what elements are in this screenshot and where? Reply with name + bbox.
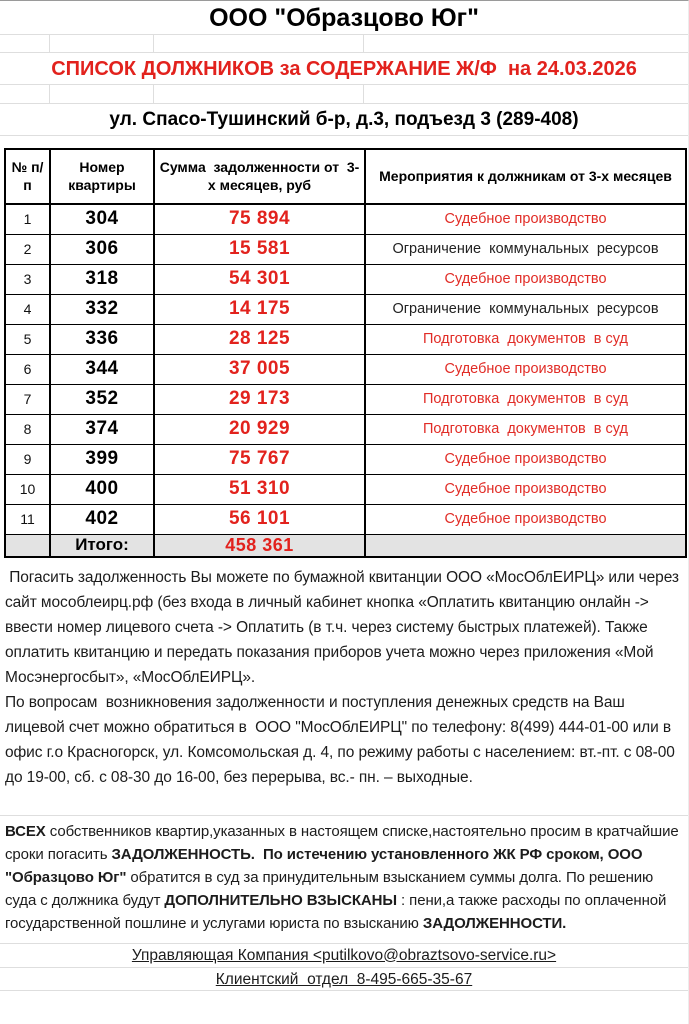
warning-segment [255,846,263,863]
row-number-cell: 5 [5,324,50,354]
payment-info-paragraph: Погасить задолженность Вы можете по бумажной квитанции ООО «МосОблЕИРЦ» или через сайт мособлеирц.рф (без входа в личный кабинет кнопка «Оплатить квитанцию онлайн -> ввести номер лицевого счета -> Оплатить (в т.ч. через систему быстрых платежей). Также оплатить квитанцию и передать показания приборов учета можно через приложения «Мой Мосэнергосбыт», «МосОблЕИРЦ». [5,568,684,686]
amount-cell: 75 894 [154,204,365,234]
measure-cell: Судебное производство [365,504,686,534]
debtors-list-title: СПИСОК ДОЛЖНИКОВ за СОДЕРЖАНИЕ Ж/Ф на 24.03.2026 [0,53,688,85]
row-number-cell: 7 [5,384,50,414]
measure-cell: Ограничение коммунальных ресурсов [365,234,686,264]
footer-company-text: Управляющая Компания <putilkovo@obraztsovo-service.ru> [131,946,557,964]
apartment-cell: 352 [50,384,154,414]
address-line: ул. Спасо-Тушинский б-р, д.3, подъезд 3 (289-408) [0,104,688,136]
measure-cell: Судебное производство [365,354,686,384]
table-row [5,264,686,294]
measure-cell: Судебное производство [365,264,686,294]
contact-info-paragraph: По вопросам возникновения задолженности и поступления денежных средств на Ваш лицевой счет можно обратиться в ООО "МосОблЕИРЦ" по телефону: 8(499) 444-01-00 или в офис г.о Красногорск, ул. Комсомольская д. 4, по режиму работы с населением: вт.-пт. с 08-00 до 19-00, сб. с 08-30 до 16-00, без перерыва, вс.- пн. – выходные. [5,693,679,786]
row-number-cell: 10 [5,474,50,504]
table-row [5,414,686,444]
table-row [5,234,686,264]
row-number-cell: 8 [5,414,50,444]
total-label: Итого: [50,534,154,557]
warning-segment: собственников квартир,указанных в настоящем списке,настоятельно просим в кратчайшие сроки погасить [5,822,683,863]
measure-cell: Судебное производство [365,474,686,504]
footer-client-text: Клиентский отдел 8-495-665-35-67 [215,970,473,988]
amount-cell: 15 581 [154,234,365,264]
table-row [5,474,686,504]
header-debt-amount: Сумма задолженности от 3-х месяцев, руб [154,149,365,204]
apartment-cell: 400 [50,474,154,504]
spacer-row [0,85,688,104]
warning-segment: По истечению установленного ЖК РФ сроком, ООО "Образцово Юг" [5,845,647,886]
footer-company-line [0,943,688,967]
table-row [5,384,686,414]
apartment-cell: 336 [50,324,154,354]
amount-cell: 29 173 [154,384,365,414]
row-number-cell: 1 [5,204,50,234]
table-row [5,324,686,354]
total-empty-cell [5,534,50,557]
header-measures: Мероприятия к должникам от 3-х месяцев [365,149,686,204]
total-row [5,534,686,557]
warning-segment: ЗАДОЛЖЕННОСТИ. [422,914,567,932]
notes-section [0,565,688,790]
measure-cell: Судебное производство [365,204,686,234]
amount-cell: 75 767 [154,444,365,474]
amount-cell: 51 310 [154,474,365,504]
amount-cell: 37 005 [154,354,365,384]
table-row [5,504,686,534]
spacer-row [0,790,688,816]
measure-cell: Судебное производство [365,444,686,474]
row-number-cell: 11 [5,504,50,534]
warning-paragraph [5,820,682,935]
apartment-cell: 332 [50,294,154,324]
table-row [5,444,686,474]
warning-segment: ВСЕХ [5,822,46,840]
spacer-row [0,136,688,148]
debtors-table [4,148,687,558]
measure-cell: Ограничение коммунальных ресурсов [365,294,686,324]
amount-cell: 54 301 [154,264,365,294]
apartment-cell: 402 [50,504,154,534]
row-number-cell: 6 [5,354,50,384]
measure-cell: Подготовка документов в суд [365,414,686,444]
apartment-cell: 399 [50,444,154,474]
amount-cell: 28 125 [154,324,365,354]
amount-cell: 14 175 [154,294,365,324]
apartment-cell: 304 [50,204,154,234]
debtors-table-footer [5,534,686,557]
header-apartment-number: Номер квартиры [50,149,154,204]
row-number-cell: 3 [5,264,50,294]
warning-segment: : пени,а также расходы по оплаченной государственной пошлине и услугами юриста по взысканию [5,891,671,932]
spacer-row [0,35,688,53]
row-number-cell: 2 [5,234,50,264]
table-row [5,354,686,384]
measure-cell: Подготовка документов в суд [365,384,686,414]
measure-cell: Подготовка документов в суд [365,324,686,354]
warning-segment: ЗАДОЛЖЕННОСТЬ. [111,845,255,863]
footer-client-line [0,967,688,991]
row-number-cell: 4 [5,294,50,324]
amount-cell: 20 929 [154,414,365,444]
apartment-cell: 318 [50,264,154,294]
warning-segment: ДОПОЛНИТЕЛЬНО ВЗЫСКАНЫ [164,891,397,909]
amount-cell: 56 101 [154,504,365,534]
table-row [5,294,686,324]
footer [0,943,688,991]
apartment-cell: 374 [50,414,154,444]
company-title: ООО "Образцово Юг" [0,1,688,35]
apartment-cell: 306 [50,234,154,264]
debtors-table-body [5,204,686,534]
header-row-number: № п/п [5,149,50,204]
apartment-cell: 344 [50,354,154,384]
table-row [5,204,686,234]
total-empty-cell [365,534,686,557]
total-amount: 458 361 [154,534,365,557]
warning-segment: обратится в суд за принудительным взысканием суммы долга. По решению суда с должника будут [5,868,658,909]
header-row [5,149,686,204]
debtors-table-header [5,149,686,204]
row-number-cell: 9 [5,444,50,474]
